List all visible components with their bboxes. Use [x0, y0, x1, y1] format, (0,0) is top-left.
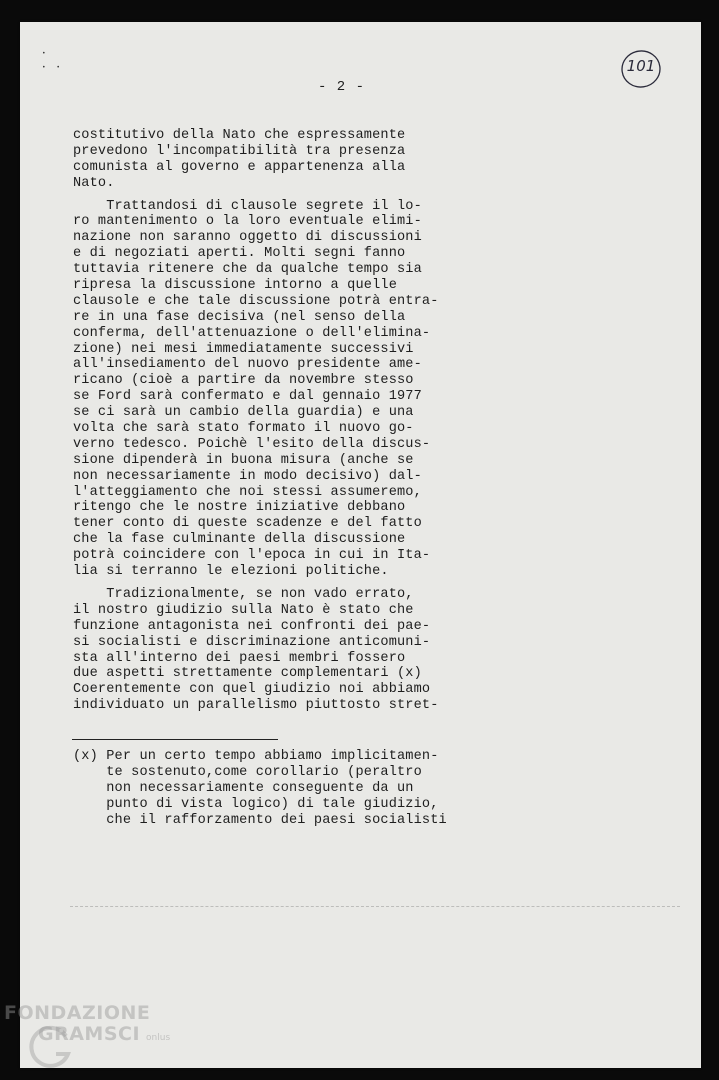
footnote — [73, 749, 447, 828]
body-text-line: tuttavia ritenere che da qualche tempo sia — [73, 262, 422, 278]
body-text-line: verno tedesco. Poichè l'esito della discus- — [73, 436, 431, 452]
body-text-line: Trattandosi di clausole segrete il lo- — [73, 198, 422, 214]
body-text-line: lia si terranno le elezioni politiche. — [73, 564, 389, 580]
body-text-line: il nostro giudizio sulla Nato è stato che — [73, 602, 414, 618]
body-text — [73, 128, 439, 714]
body-text-line: ro mantenimento o la loro eventuale elimi- — [73, 214, 422, 230]
body-text-line: Tradizionalmente, se non vado errato, — [73, 586, 414, 602]
faint-guide-line — [70, 906, 680, 907]
body-text-line: clausole e che tale discussione potrà entra- — [73, 293, 439, 309]
body-text-line: funzione antagonista nei confronti dei pae- — [73, 618, 431, 634]
body-text-line: zione) nei mesi immediatamente successivi — [73, 341, 414, 357]
body-text-line — [73, 192, 439, 199]
body-text-line: re in una fase decisiva (nel senso della — [73, 309, 406, 325]
footnote-line: (x) Per un certo tempo abbiamo implicitamen- — [73, 749, 439, 764]
archive-number-text: 101 — [626, 57, 656, 75]
body-text-line: ritengo che le nostre iniziative debbano — [73, 500, 406, 516]
body-text-line: volta che sarà stato formato il nuovo go- — [73, 421, 414, 437]
body-text-line: prevedono l'incompatibilità tra presenza — [73, 143, 406, 159]
body-text-line: conferma, dell'attenuazione o dell'elimina- — [73, 325, 431, 341]
body-text-line: tener conto di queste scadenze e del fatto — [73, 516, 422, 532]
footnote-line: te sostenuto,come corollario (peraltro — [73, 764, 422, 780]
body-text-line: sione dipenderà in buona misura (anche se — [73, 452, 414, 468]
paper-specks: • • • — [42, 50, 61, 71]
footnote-rule — [72, 739, 278, 740]
body-text-line: nazione non saranno oggetto di discussioni — [73, 230, 422, 246]
body-text-line: individuato un parallelismo piuttosto stret- — [73, 698, 439, 714]
body-text-line: si socialisti e discriminazione anticomuni- — [73, 634, 431, 650]
watermark — [4, 1003, 170, 1049]
footnote-line: che il rafforzamento dei paesi socialisti — [73, 812, 447, 828]
body-text-line: ripresa la discussione intorno a quelle — [73, 278, 397, 294]
body-text-line: l'atteggiamento che noi stessi assumeremo, — [73, 484, 422, 500]
body-text-line: non necessariamente in modo decisivo) dal- — [73, 468, 422, 484]
body-text-line: se Ford sarà confermato e dal gennaio 1977 — [73, 389, 422, 405]
body-text-line: due aspetti strettamente complementari (x) — [73, 666, 422, 682]
watermark-line2-wrap — [4, 1024, 170, 1049]
watermark-line1: FONDAZIONE — [4, 1002, 151, 1024]
body-text-line: che la fase culminante della discussione — [73, 532, 406, 548]
body-text-line: Nato. — [73, 175, 115, 191]
body-text-line: ricano (cioè a partire da novembre stesso — [73, 373, 414, 389]
body-text-line: costitutivo della Nato che espressamente — [73, 128, 406, 143]
body-text-line: all'insediamento del nuovo presidente ame- — [73, 357, 422, 373]
watermark-suffix: onlus — [146, 1033, 171, 1043]
archive-number-stamp — [620, 48, 662, 90]
body-text-line: sta all'interno dei paesi membri fossero — [73, 650, 406, 666]
document-page — [20, 22, 701, 1068]
body-text-line: se ci sarà un cambio della guardia) e una — [73, 405, 414, 421]
footnote-line: non necessariamente conseguente da un — [73, 780, 414, 796]
body-text-line: Coerentemente con quel giudizio noi abbiamo — [73, 682, 431, 698]
body-text-line: potrà coincidere con l'epoca in cui in Ita- — [73, 548, 431, 564]
body-text-line: comunista al governo e appartenenza alla — [73, 159, 406, 175]
footnote-line: punto di vista logico) di tale giudizio, — [73, 796, 439, 812]
page-number: - 2 - — [318, 79, 366, 95]
body-text-line — [73, 580, 439, 587]
body-text-line: e di negoziati aperti. Molti segni fanno — [73, 246, 406, 262]
watermark-line2: GRAMSCI — [38, 1023, 141, 1045]
